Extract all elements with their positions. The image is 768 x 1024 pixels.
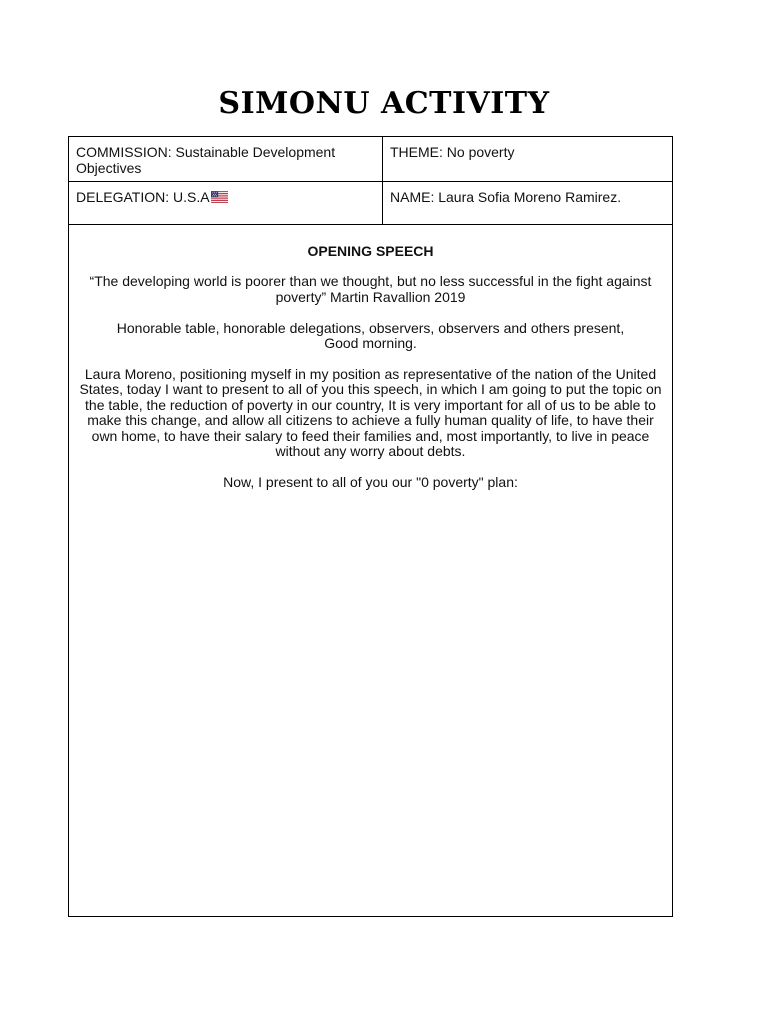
- info-row-delegation-name: [69, 182, 672, 225]
- name-cell: NAME: Laura Sofia Moreno Ramirez.: [390, 189, 622, 205]
- delegation-cell: [69, 182, 383, 224]
- us-flag-icon: [211, 191, 228, 203]
- speech-closing: Now, I present to all of you our "0 poverty" plan:: [223, 473, 518, 490]
- speech-quote: “The developing world is poorer than we thought, but no less successful in the fight against poverty” Martin Ravallion 2019: [89, 273, 652, 305]
- speech-body: Laura Moreno, positioning myself in my position as representative of the nation of the United States, today I want to present to all of you this speech, in which I am going to put the topic on the table, the reduction of poverty in our country, It is very important for all of us to be able to make this change, and allow all citizens to achieve a fully human quality of life, to have their own home, to have their salary to feed their families and, most importantly, to live in peace without any worry about debts.: [79, 366, 662, 460]
- opening-speech: [69, 225, 672, 506]
- speech-greeting-line2: Good morning.: [324, 335, 417, 352]
- activity-sheet: [68, 136, 673, 917]
- speech-heading: OPENING SPEECH: [307, 243, 434, 259]
- theme-cell: THEME: No poverty: [390, 144, 515, 160]
- info-row-commission-theme: [69, 137, 672, 182]
- document-title: SIMONU ACTIVITY: [218, 86, 550, 121]
- commission-cell: COMMISSION: Sustainable Development Objectives: [69, 137, 383, 181]
- speech-greeting: [75, 321, 666, 352]
- delegation-text: DELEGATION: U.S.A: [76, 189, 210, 205]
- speech-greeting-line1: Honorable table, honorable delegations, observers, observers and others present,: [116, 319, 625, 336]
